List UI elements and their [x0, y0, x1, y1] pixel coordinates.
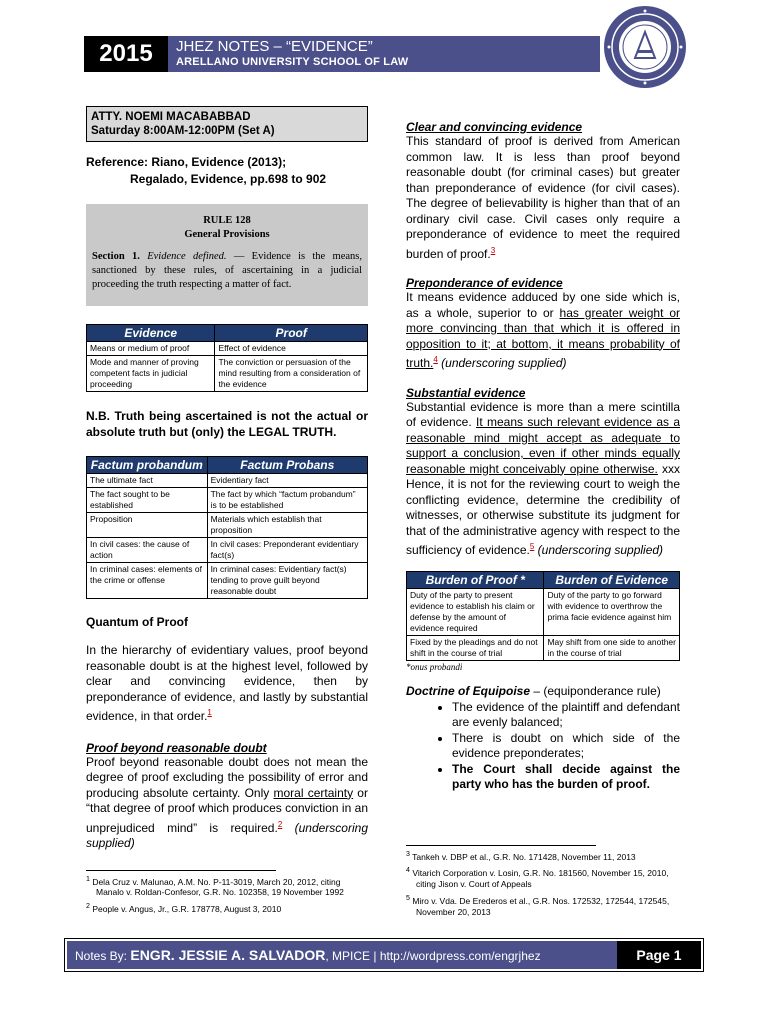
- underscoring-note: (underscoring supplied): [86, 820, 368, 850]
- underscoring-note: (underscoring supplied): [534, 543, 664, 557]
- footnote-separator: [406, 845, 596, 846]
- table-row: [87, 563, 368, 599]
- table-header: Proof: [215, 325, 368, 342]
- cce-body: This standard of proof is derived from American common law. It is less than proof beyond reasonable doubt (for criminal cases) but greater than preponderance of evidence (for civil cases). The degree of believability is higher than that of an ordinary civil case. Civil cases only require a preponderance of evidence to meet the required burden of proof.: [406, 134, 680, 261]
- rule-section-text: — Evidence is the means, sanctioned by these rules, of ascertaining in a judicial proceeding the truth respecting a matter of fact.: [92, 251, 362, 290]
- footnote-3: $^3$ Tankeh v. DBP et al., G.R. No. 171428, November 11, 2013: [406, 849, 636, 862]
- list-item: • The Court shall decide against the party who has the burden of proof.: [452, 762, 680, 793]
- table-header: Evidence: [87, 325, 215, 342]
- quantum-text: [86, 643, 368, 725]
- table-cell: Fixed by the pleadings and do not shift in the course of trial: [407, 635, 544, 660]
- footnote-text: Tankeh v. DBP et al., G.R. No. 171428, November 11, 2013: [412, 851, 636, 862]
- table-cell: Duty of the party to present evidence to establish his claim or defense by the amount of evidence required: [407, 588, 544, 635]
- footnote-text: Vitarich Corporation v. Losin, G.R. No. 181560, November 15, 2010, citing Jison v. Court of Appeals: [412, 868, 669, 890]
- table-row: [87, 356, 368, 392]
- footer-separator: |: [370, 949, 380, 963]
- underscoring-note: (underscoring supplied): [437, 356, 567, 370]
- footer-credential: , MPICE: [325, 949, 371, 963]
- table-cell: The fact sought to be established: [87, 488, 208, 513]
- professor-name: ATTY. NOEMI MACABABBAD: [91, 111, 251, 123]
- rule-section-title: Evidence defined.: [147, 251, 227, 262]
- table-row: [87, 538, 368, 563]
- table-cell: In criminal cases: Evidentiary fact(s) tending to prove guilt beyond reasonable doubt: [207, 563, 367, 599]
- left-column: [86, 106, 368, 915]
- footnote-text: Miro v. Vda. De Erederos et al., G.R. Nos. 172532, 172544, 172545, November 20, 2013: [412, 895, 670, 917]
- se-body-underlined: It means such relevant evidence as a reasonable mind might accept as adequate to support a conclusion, even if other minds equally reasonable might conceivably opine otherwise.: [406, 415, 680, 476]
- se-text: [406, 400, 680, 559]
- table-cell: In civil cases: Preponderant evidentiary fact(s): [207, 538, 367, 563]
- table-row: [407, 635, 680, 660]
- rule-section: [92, 250, 362, 292]
- list-item: • The evidence of the plaintiff and defendant are evenly balanced;: [452, 700, 680, 731]
- pbrd-heading: Proof beyond reasonable doubt: [86, 740, 267, 755]
- footnote-ref[interactable]: 1: [207, 708, 212, 717]
- footnote-ref[interactable]: 4: [433, 355, 438, 364]
- page-number: Page 1: [617, 941, 701, 969]
- cce-text: [406, 134, 680, 262]
- table-row: [407, 588, 680, 635]
- class-info-box: [86, 106, 368, 142]
- quantum-body: In the hierarchy of evidentiary values, proof beyond reasonable doubt is at the highest level, followed by clear and convincing evidence, then by preponderance of evidence, and lastly by substantial evidence, in that order.: [86, 643, 368, 723]
- table-row: [87, 342, 368, 356]
- se-body-a: Substantial evidence is more than a mere scintilla of evidence.: [406, 399, 680, 429]
- footnote-ref[interactable]: 5: [529, 542, 535, 551]
- poe-body-a: It means evidence adduced by one side which is, as a whole, superior to or: [406, 290, 680, 320]
- table-cell: Proposition: [87, 513, 208, 538]
- pbrd-body-b: or “that degree of proof which produces conviction in an unprejudiced mind” is required.: [86, 785, 368, 835]
- university-seal-icon: [602, 4, 688, 90]
- footer-url-link[interactable]: http://wordpress.com/engrjhez: [379, 949, 541, 963]
- footnote-text: People v. Angus, Jr., G.R. 178778, August 3, 2010: [92, 904, 282, 915]
- table-cell: Effect of evidence: [215, 342, 368, 356]
- header-year: 2015: [84, 36, 168, 72]
- reference-line-1: Reference: Riano, Evidence (2013);: [86, 155, 287, 169]
- list-item: • There is doubt on which side of the evidence preponderates;: [452, 731, 680, 762]
- se-heading: Substantial evidence: [406, 385, 526, 400]
- table-cell: In civil cases: the cause of action: [87, 538, 208, 563]
- table-row: [87, 474, 368, 488]
- poe-body-underlined: has greater weight or more convincing than that which it is offered in opposition to it; at bottom, it means probability of truth.: [406, 305, 680, 370]
- table-header: Factum probandum: [87, 457, 208, 474]
- footnote-2: $^2$ People v. Angus, Jr., G.R. 178778, August 3, 2010: [86, 902, 282, 915]
- doe-heading: Doctrine of Equipoise: [406, 683, 531, 698]
- table-cell: Materials which establish that proposition: [207, 513, 367, 538]
- table-cell: The ultimate fact: [87, 474, 208, 488]
- doe-subheading: – (equiponderance rule): [530, 683, 661, 698]
- pbrd-moral-certainty: moral certainty: [273, 785, 354, 800]
- factum-table: [86, 456, 368, 599]
- footnote-text: Dela Cruz v. Malunao, A.M. No. P-11-3019, March 20, 2012, citing Manalo v. Roldan-Confesor, G.R. No. 102358, 19 November 1992: [92, 876, 344, 898]
- footer-notes-by: Notes By:: [75, 949, 131, 963]
- nb-note: N.B. Truth being ascertained is not the actual or absolute truth but (only) the LEGAL TRUTH.: [86, 409, 368, 439]
- doe-heading-line: [406, 684, 680, 698]
- table-cell: In criminal cases: elements of the crime or offense: [87, 563, 208, 599]
- table-row: [87, 513, 368, 538]
- rule-subtitle: General Provisions: [184, 229, 270, 240]
- cce-heading: Clear and convincing evidence: [406, 120, 583, 134]
- se-body-b: xxx Hence, it is not for the reviewing court to weigh the conflicting evidence, determine the credibility of witnesses, or otherwise substitute its judgment for that of the administrative agency with respect to the sufficiency of evidence.: [406, 461, 680, 557]
- table-cell: The conviction or persuasion of the mind resulting from a consideration of the evidence: [215, 356, 368, 392]
- footnote-5: $^5$ Miro v. Vda. De Erederos et al., G.R. Nos. 172532, 172544, 172545, November 20, 2013: [406, 894, 670, 917]
- pbrd-body-a: Proof beyond reasonable doubt does not mean the degree of proof excluding the possibility of error and producing absolute certainty. Only: [86, 754, 368, 800]
- header-school: ARELLANO UNIVERSITY SCHOOL OF LAW: [176, 56, 409, 68]
- footnote-ref[interactable]: 2: [277, 819, 283, 829]
- poe-text: [406, 290, 680, 372]
- poe-heading: Preponderance of evidence: [406, 276, 563, 290]
- table-header: Burden of Proof *: [407, 571, 544, 588]
- table-cell: Means or medium of proof: [87, 342, 215, 356]
- table-cell: Duty of the party to go forward with evidence to overthrow the prima facie evidence against him: [544, 588, 680, 635]
- class-schedule: Saturday 8:00AM-12:00PM (Set A): [91, 125, 275, 137]
- rule-title: RULE 128: [203, 215, 251, 226]
- header-bar: [168, 36, 600, 72]
- footer-bar: [67, 941, 701, 969]
- table-cell: Evidentiary fact: [207, 474, 367, 488]
- footnote-ref[interactable]: 3: [490, 245, 496, 255]
- doe-list: [406, 700, 680, 793]
- table-header: Burden of Evidence: [544, 571, 680, 588]
- burden-table: [406, 571, 680, 661]
- pbrd-text: [86, 755, 368, 852]
- quantum-heading: Quantum of Proof: [86, 615, 188, 629]
- reference-line-2: Regalado, Evidence, pp.698 to 902: [130, 172, 327, 186]
- reference: [86, 154, 368, 188]
- table-header: Factum Probans: [207, 457, 367, 474]
- footnote-separator: [86, 870, 276, 871]
- footnote-1: $^1$ Dela Cruz v. Malunao, A.M. No. P-11-3019, March 20, 2012, citing Manalo v. Roldan-Confesor, G.R. No. 102358, 19 November 1992: [86, 874, 344, 898]
- footer-author: ENGR. JESSIE A. SALVADOR: [130, 947, 326, 963]
- rule-box: [86, 204, 368, 306]
- footer: [64, 938, 704, 972]
- table-cell: Mode and manner of proving competent facts in judicial proceeding: [87, 356, 215, 392]
- right-column: [406, 120, 680, 918]
- evidence-vs-proof-table: [86, 324, 368, 392]
- onus-note: *onus probandi: [406, 661, 463, 672]
- table-row: [87, 488, 368, 513]
- table-cell: The fact by which “factum probandum” is to be established: [207, 488, 367, 513]
- footnote-4: $^4$ Vitarich Corporation v. Losin, G.R. No. 181560, November 15, 2010, citing Jison v. Court of Appeals: [406, 866, 669, 890]
- table-cell: May shift from one side to another in the course of trial: [544, 635, 680, 660]
- rule-section-label: Section 1.: [92, 251, 140, 262]
- header-title: JHEZ NOTES – “EVIDENCE”: [176, 38, 373, 55]
